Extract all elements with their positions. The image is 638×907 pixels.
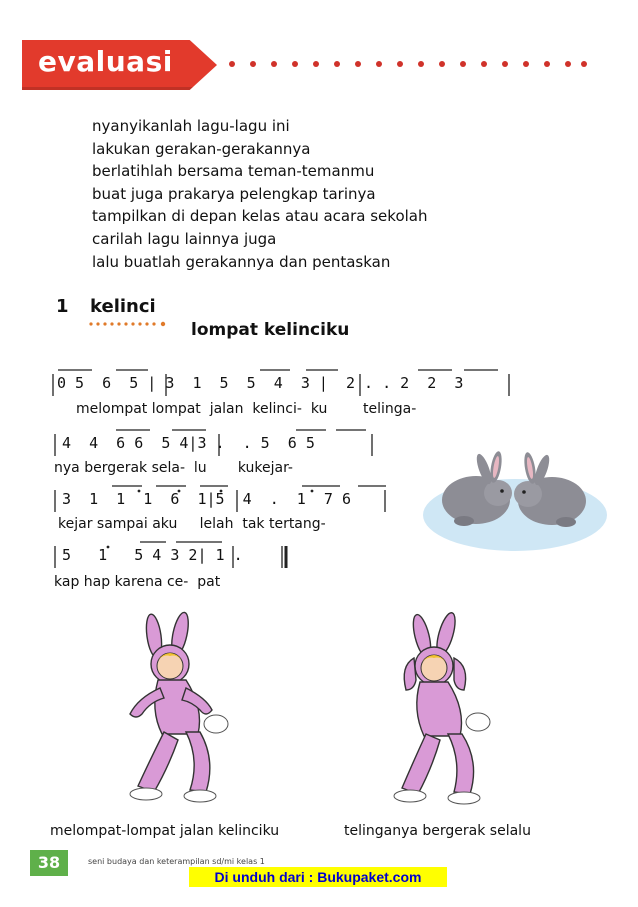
instruction-list [92, 115, 428, 273]
song-title: kelinci [90, 296, 156, 317]
page-number: 38 [30, 850, 68, 876]
dotted-rule [228, 58, 588, 70]
notes-line-1: 0 5 6 5 | 3 1 5 5 4 3 | 2 . . 2 2 3 [57, 374, 464, 392]
caption-left: melompat-lompat jalan kelinciku [50, 823, 280, 839]
download-banner[interactable]: Di unduh dari : Bukupaket.com [189, 867, 447, 887]
book-title: seni budaya dan keterampilan sd/mi kelas 1 [88, 857, 265, 866]
instruction-item: carilah lagu lainnya juga [92, 229, 277, 248]
rabbits-illustration [420, 445, 610, 555]
song-heading [56, 296, 156, 317]
instruction-item: tampilkan di depan kelas atau acara sekolah [92, 207, 428, 226]
title-underline [88, 320, 166, 328]
notes-line-2: 4 4 6 6 5 4|3 . . 5 6 5 [62, 434, 315, 452]
instruction-item: nyanyikanlah lagu-lagu ini [92, 117, 290, 135]
lyrics-line-1: melompat lompat jalan kelinci- ku telinga- [76, 401, 417, 417]
instruction-item: berlatihlah bersama teman-temanmu [92, 162, 375, 181]
caption-right: telinganya bergerak selalu [344, 823, 531, 839]
song-number: 1 [56, 296, 69, 317]
child-bunny-ears-illustration [380, 610, 510, 810]
instruction-item: buat juga prakarya pelengkap tarinya [92, 184, 376, 203]
section-title: evaluasi [38, 45, 173, 78]
notes-line-4: 5 1 5 4 3 2| 1 . [62, 546, 243, 564]
lyrics-line-4: kap hap karena ce- pat [54, 574, 221, 590]
instruction-item: lakukan gerakan-gerakannya [92, 139, 311, 158]
lyrics-line-3: kejar sampai aku lelah tak tertang- [58, 516, 326, 532]
lyrics-line-2: nya bergerak sela- lu kukejar- [54, 460, 293, 476]
song-subtitle: lompat kelinciku [191, 320, 350, 340]
notes-line-3: 3 1 1 1 6 1|5 4 . 1 7 6 [62, 490, 351, 508]
instruction-item: lalu buatlah gerakannya dan pentaskan [92, 252, 391, 271]
child-bunny-costume-illustration [120, 610, 250, 810]
